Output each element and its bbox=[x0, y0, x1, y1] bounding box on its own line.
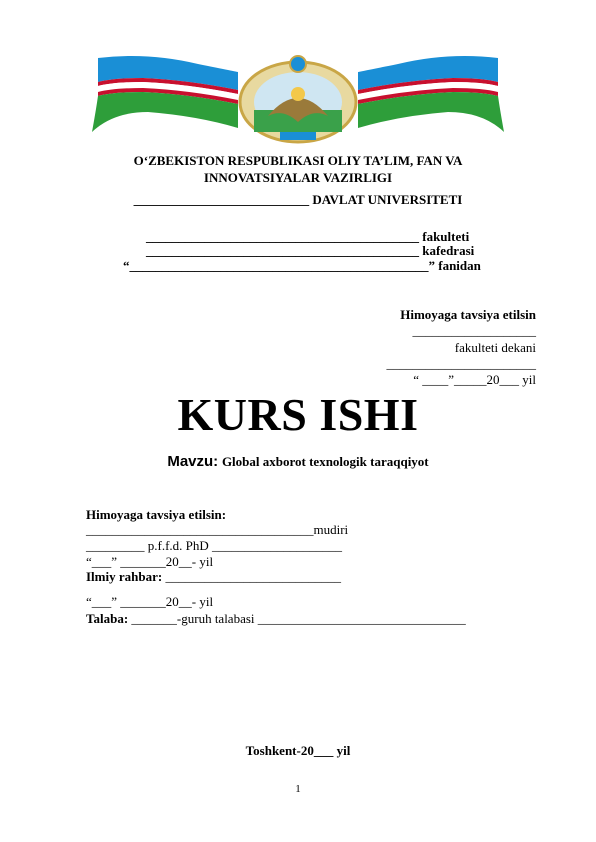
approval-right-date: “ ____”_____20___ yil bbox=[413, 372, 536, 387]
approval-left-date: “___” _______20__- yil bbox=[86, 554, 214, 569]
supervisor-date: “___” _______20__- yil bbox=[86, 594, 214, 609]
student-group: _______-guruh talabasi ________________________________ bbox=[128, 611, 466, 626]
supervisor-line bbox=[86, 569, 341, 585]
department-line: __________________________________________ kafedrasi bbox=[146, 243, 475, 258]
ministry-name bbox=[0, 152, 596, 186]
flag-left bbox=[92, 56, 238, 132]
approval-right-label: Himoyaga tavsiya etilsin bbox=[400, 307, 536, 322]
dean-label: fakulteti dekani bbox=[454, 340, 536, 355]
faculty-line: __________________________________________ fakulteti bbox=[146, 229, 470, 244]
document-title: KURS ISHI bbox=[177, 389, 419, 440]
phd-signature-line: _________ p.f.f.d. PhD ____________________ bbox=[86, 538, 343, 553]
approval-left-label: Himoyaga tavsiya etilsin: bbox=[86, 507, 227, 522]
flag-right bbox=[358, 56, 504, 132]
student-label: Talaba: bbox=[86, 611, 129, 626]
topic bbox=[0, 453, 596, 471]
university-line: ___________________________ DAVLAT UNIVERSITETI bbox=[133, 192, 463, 207]
supervisor-label: Ilmiy rahbar: bbox=[86, 569, 163, 584]
ministry-line-2: INNOVATSIYALAR VAZIRLIGI bbox=[203, 170, 393, 185]
dean-signature-line: _______________________ bbox=[386, 356, 536, 371]
page-number: 1 bbox=[295, 783, 301, 795]
topic-label: Mavzu: bbox=[167, 453, 219, 470]
city-year: Toshkent-20___ yil bbox=[245, 743, 351, 758]
head-signature-line: ___________________________________mudiri bbox=[86, 522, 349, 537]
student-line bbox=[86, 611, 466, 627]
supervisor-signature: ___________________________ bbox=[162, 569, 341, 584]
subject-line: “______________________________________________” fanidan bbox=[123, 258, 481, 273]
approval-right-signature-line: ___________________ bbox=[412, 323, 536, 338]
emblem bbox=[240, 56, 356, 142]
ministry-line-1: O‘ZBEKISTON RESPUBLIKASI OLIY TA’LIM, FAN VA bbox=[133, 153, 463, 168]
topic-value: Global axborot texnologik taraqqiyot bbox=[221, 454, 429, 469]
state-emblem-banner bbox=[88, 50, 508, 146]
